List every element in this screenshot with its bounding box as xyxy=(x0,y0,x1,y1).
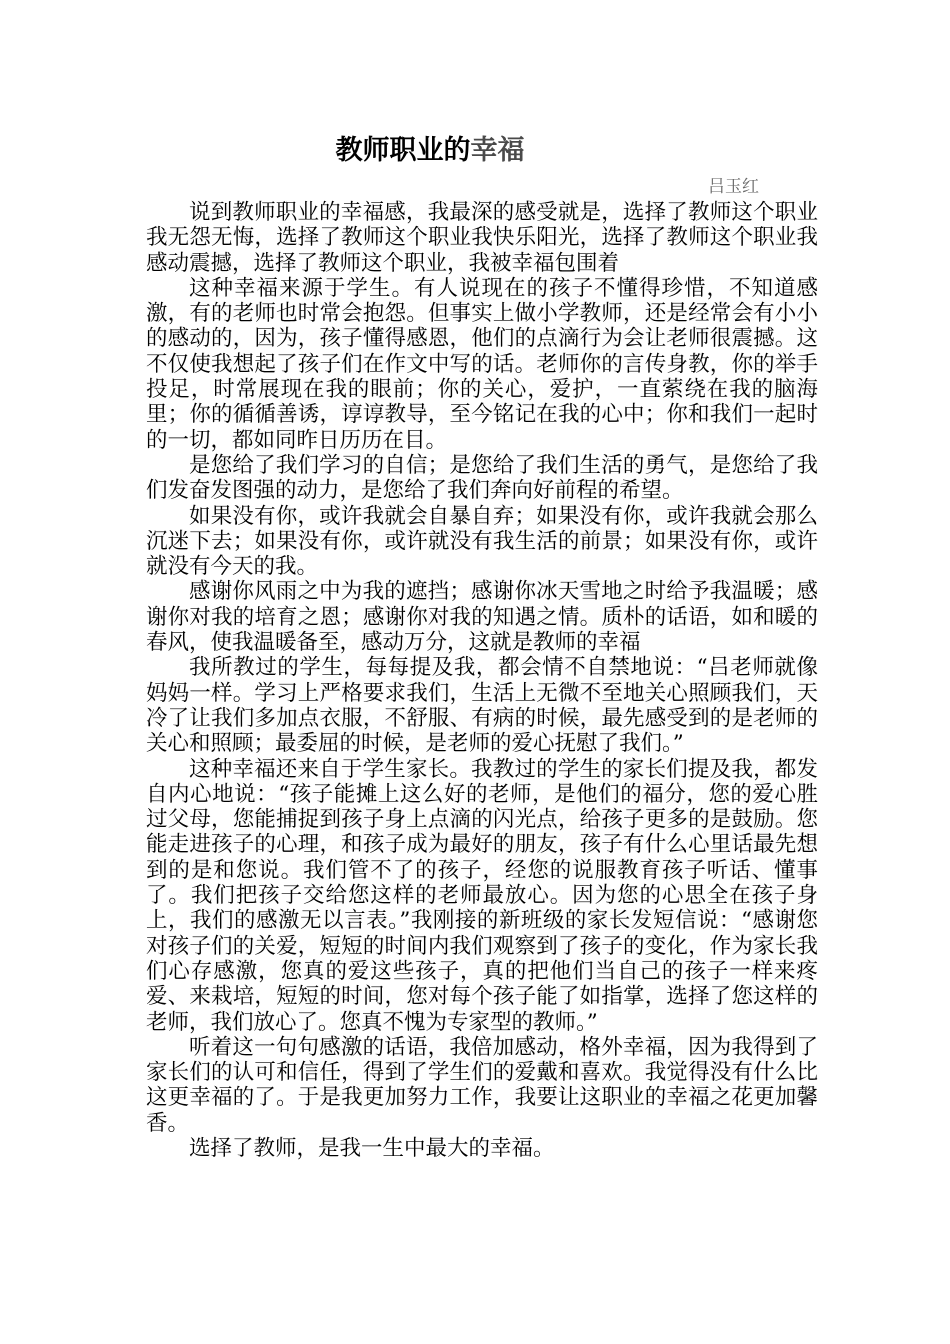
paragraph: 听着这一句句感激的话语，我倍加感动，格外幸福，因为我得到了家长们的认可和信任，得到了学生们的爱戴和喜欢。我觉得没有什么比这更幸福的了。于是我更加努力工作，我要让这职业的幸福之花更加馨香。 xyxy=(146,1034,818,1136)
title-main: 教师职业的 xyxy=(335,135,471,166)
paragraph: 这种幸福还来自于学生家长。我教过的学生的家长们提及我，都发自内心地说：“孩子能摊上这么好的老师，是他们的福分，您的爱心胜过父母，您能捕捉到孩子身上点滴的闪光点，给孩子更多的是鼓励。您能走进孩子的心理，和孩子成为最好的朋友，孩子有什么心里话最先想到的是和您说。我们管不了的孩子，经您的说服教育孩子听话、懂事了。我们把孩子交给您这样的老师最放心。因为您的心思全在孩子身上，我们的感激无以言表。”我刚接的新班级的家长发短信说：“感谢您对孩子们的关爱，短短的时间内我们观察到了孩子的变化，作为家长我们心存感激，您真的爱这些孩子，真的把他们当自己的孩子一样来疼爱、来栽培，短短的时间，您对每个孩子能了如指掌，选择了您这样的老师，我们放心了。您真不愧为专家型的教师。” xyxy=(146,756,818,1035)
paragraph: 感谢你风雨之中为我的遮挡；感谢你冰天雪地之时给予我温暖；感谢你对我的培育之恩；感谢你对我的知遇之情。质朴的话语，如和暖的春风，使我温暖备至，感动万分，这就是教师的幸福 xyxy=(146,579,818,656)
author-name: 吕玉红 xyxy=(708,177,759,197)
article-body xyxy=(146,200,818,1161)
paragraph: 是您给了我们学习的自信；是您给了我们生活的勇气，是您给了我们发奋发图强的动力，是您给了我们奔向好前程的希望。 xyxy=(146,452,818,504)
paragraph: 我所教过的学生，每每提及我，都会情不自禁地说：“吕老师就像妈妈一样。学习上严格要求我们，生活上无微不至地关心照顾我们，天冷了让我们多加点衣服，不舒服、有病的时候，最先感受到的是老师的关心和照顾；最委屈的时候，是老师的爱心抚慰了我们。” xyxy=(146,655,818,757)
paragraph: 选择了教师，是我一生中最大的幸福。 xyxy=(189,1135,555,1161)
title-accent: 幸福 xyxy=(470,135,525,166)
paragraph: 这种幸福来源于学生。有人说现在的孩子不懂得珍惜，不知道感激，有的老师也时常会抱怨。但事实上做小学教师，还是经常会有小小的感动的，因为，孩子懂得感恩，他们的点滴行为会让老师很震撼。这不仅使我想起了孩子们在作文中写的话。老师你的言传身教，你的举手投足，时常展现在我的眼前；你的关心，爱护，一直萦绕在我的脑海里；你的循循善诱，谆谆教导，至今铭记在我的心中；你和我们一起时的一切，都如同昨日历历在目。 xyxy=(146,275,818,453)
page-title xyxy=(0,134,860,168)
paragraph: 说到教师职业的幸福感，我最深的感受就是，选择了教师这个职业我无怨无悔，选择了教师这个职业我快乐阳光，选择了教师这个职业我感动震撼，选择了教师这个职业，我被幸福包围着 xyxy=(146,200,818,276)
paragraph: 如果没有你，或许我就会自暴自弃；如果没有你，或许我就会那么沉迷下去；如果没有你，或许就没有我生活的前景；如果没有你，或许就没有今天的我。 xyxy=(146,503,818,580)
